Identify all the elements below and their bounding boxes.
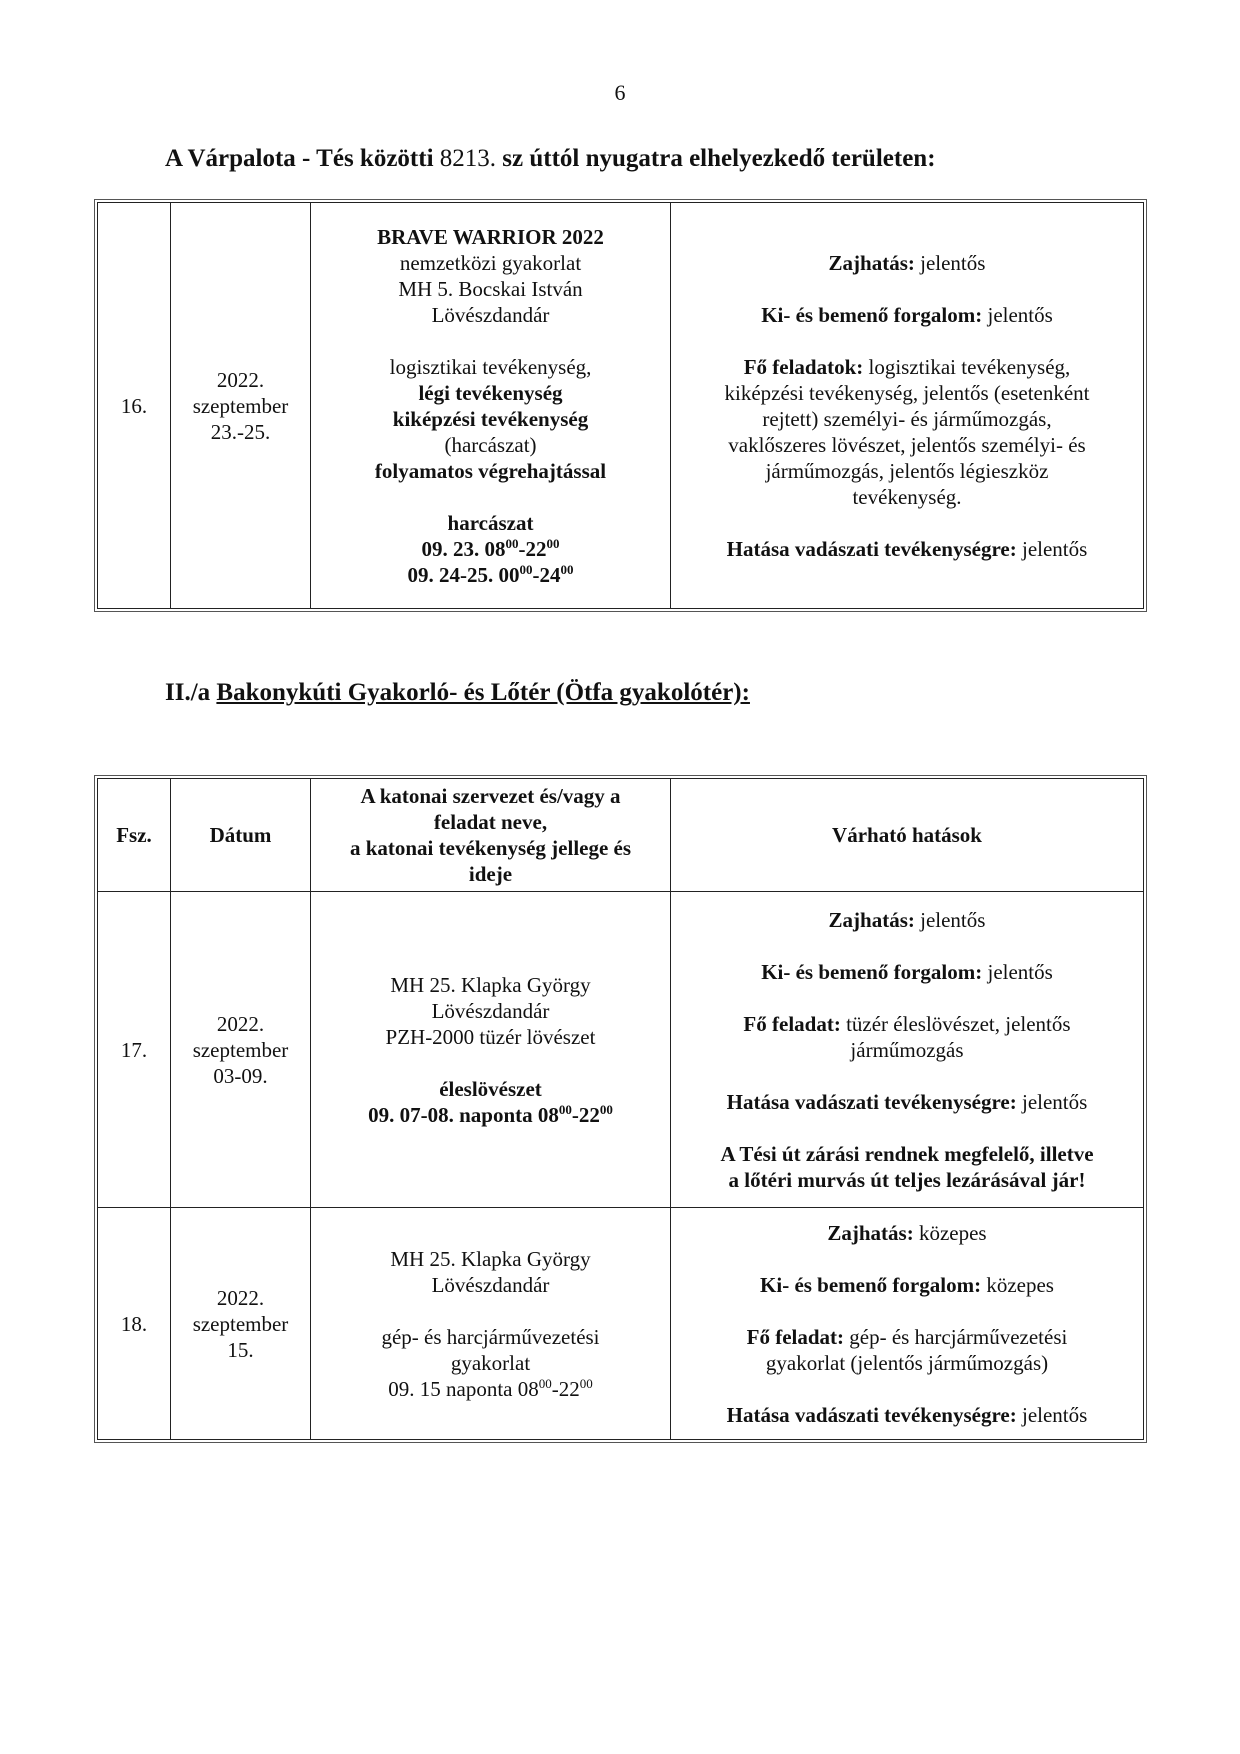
- section-title-underlined: Bakonykúti Gyakorló- és Lőtér (Ötfa gyakolótér):: [216, 679, 750, 706]
- main-tasks-line: rejtett) személyi- és járműmozgás,: [762, 406, 1052, 431]
- date-year: 2022.: [216, 1011, 265, 1036]
- time-range: 09. 23. $08^{00}-22^{00}$: [421, 535, 560, 561]
- row-number: 18.: [120, 1311, 148, 1336]
- time-range: 09. 24-25. $00^{00}-24^{00}$: [407, 561, 574, 587]
- activity-line: gép- és harcjárművezetési: [381, 1324, 600, 1349]
- activity-cell: [311, 892, 671, 1208]
- unit-name: MH 25. Klapka György: [390, 972, 591, 997]
- activity-cell: [311, 203, 671, 609]
- main-task: Fő feladat: tüzér éleslövészet, jelentős: [743, 1011, 1071, 1036]
- activity-line: logisztikai tevékenység,: [389, 354, 592, 379]
- date-days: 15.: [227, 1337, 254, 1362]
- date-month: szeptember: [192, 1311, 289, 1336]
- column-header-activity: A katonai szervezet és/vagy a feladat neve, a katonai tevékenység jellege és ideje: [311, 779, 671, 892]
- row-number: 16.: [120, 393, 148, 418]
- date-year: 2022.: [216, 1285, 265, 1310]
- main-tasks: Fő feladatok: logisztikai tevékenység,: [743, 354, 1071, 379]
- hunting-effect: Hatása vadászati tevékenységre: jelentős: [726, 1089, 1088, 1114]
- page-number: 6: [614, 80, 626, 105]
- activity-line: kiképzési tevékenység: [392, 406, 589, 431]
- section-title-bakonykuti: [165, 678, 750, 708]
- hunting-effect: Hatása vadászati tevékenységre: jelentős: [726, 536, 1088, 561]
- table-row: [98, 1208, 1144, 1440]
- activity-cell: [311, 1208, 671, 1440]
- hunting-effect: Hatása vadászati tevékenységre: jelentős: [726, 1402, 1088, 1427]
- table-header-row: [98, 779, 1144, 892]
- unit-name-cont: Lövészdandár: [431, 998, 550, 1023]
- date-days: 23.-25.: [210, 419, 271, 444]
- row-number: 17.: [120, 1037, 148, 1062]
- table-row: [98, 203, 1144, 609]
- date-month: szeptember: [192, 393, 289, 418]
- unit-name: MH 5. Bocskai István: [398, 276, 583, 301]
- main-task: Fő feladat: gép- és harcjárművezetési: [746, 1324, 1068, 1349]
- effects-cell: [671, 203, 1144, 609]
- column-header-date: Dátum: [171, 779, 311, 892]
- unit-name: MH 25. Klapka György: [390, 1246, 591, 1271]
- noise-effect: Zajhatás: közepes: [827, 1220, 987, 1245]
- activity-line: nemzetközi gyakorlat: [399, 250, 582, 275]
- unit-name-cont: Lövészdandár: [431, 1272, 550, 1297]
- activity-line: légi tevékenység: [418, 380, 563, 405]
- activity-line: folyamatos végrehajtással: [374, 458, 607, 483]
- row-number-cell: [98, 203, 171, 609]
- section-title-varpalota-tes: [165, 144, 936, 174]
- effects-cell: [671, 1208, 1144, 1440]
- main-tasks-line: vaklőszeres lövészet, jelentős személyi- és: [728, 432, 1086, 457]
- row-number-cell: [98, 1208, 171, 1440]
- time-range: 09. 15 naponta $08^{00}-22^{00}$: [388, 1375, 593, 1401]
- unit-name-cont: Lövészdandár: [431, 302, 550, 327]
- date-cell: [171, 1208, 311, 1440]
- section-title-prefix: A Várpalota - Tés közötti: [165, 145, 440, 172]
- exercise-name: BRAVE WARRIOR 2022: [377, 224, 604, 249]
- activity-line: harcászat: [447, 510, 534, 535]
- main-task-line: gyakorlat (jelentős járműmozgás): [765, 1350, 1049, 1375]
- section-title-suffix: sz úttól nyugatra elhelyezkedő területen:: [496, 145, 936, 172]
- activity-line: gyakorlat: [450, 1350, 531, 1375]
- traffic-effect: Ki- és bemenő forgalom: jelentős: [761, 959, 1053, 984]
- main-tasks-line: tevékenység.: [852, 484, 962, 509]
- effects-cell: [671, 892, 1144, 1208]
- activity-line: (harcászat): [444, 432, 537, 457]
- closure-notice-line: a lőtéri murvás út teljes lezárásával jár!: [728, 1167, 1086, 1192]
- column-header-effects: Várható hatások: [671, 779, 1144, 892]
- activity-line: PZH-2000 tüzér lövészet: [385, 1024, 596, 1049]
- activity-line: éleslövészet: [439, 1076, 542, 1101]
- noise-effect: Zajhatás: jelentős: [828, 250, 986, 275]
- closure-notice: A Tési út zárási rendnek megfelelő, illetve: [720, 1141, 1094, 1166]
- traffic-effect: Ki- és bemenő forgalom: jelentős: [761, 302, 1053, 327]
- schedule-table-varpalota-tes: [97, 202, 1144, 609]
- section-title-prefix: II./a: [165, 679, 217, 706]
- main-tasks-line: kiképzési tevékenység, jelentős (esetenként: [724, 380, 1090, 405]
- main-task-line: járműmozgás: [850, 1037, 964, 1062]
- time-range: 09. 07-08. naponta $08^{00}-22^{00}$: [368, 1101, 613, 1127]
- date-cell: [171, 892, 311, 1208]
- row-number-cell: [98, 892, 171, 1208]
- noise-effect: Zajhatás: jelentős: [828, 907, 986, 932]
- date-month: szeptember: [192, 1037, 289, 1062]
- column-header-no: Fsz.: [98, 779, 171, 892]
- table-row: [98, 892, 1144, 1208]
- date-days: 03-09.: [213, 1063, 268, 1088]
- date-year: 2022.: [216, 367, 265, 392]
- date-cell: [171, 203, 311, 609]
- main-tasks-line: járműmozgás, jelentős légieszköz: [765, 458, 1049, 483]
- schedule-table-bakonykuti: [97, 778, 1144, 1440]
- road-number: 8213.: [439, 145, 497, 172]
- traffic-effect: Ki- és bemenő forgalom: közepes: [760, 1272, 1054, 1297]
